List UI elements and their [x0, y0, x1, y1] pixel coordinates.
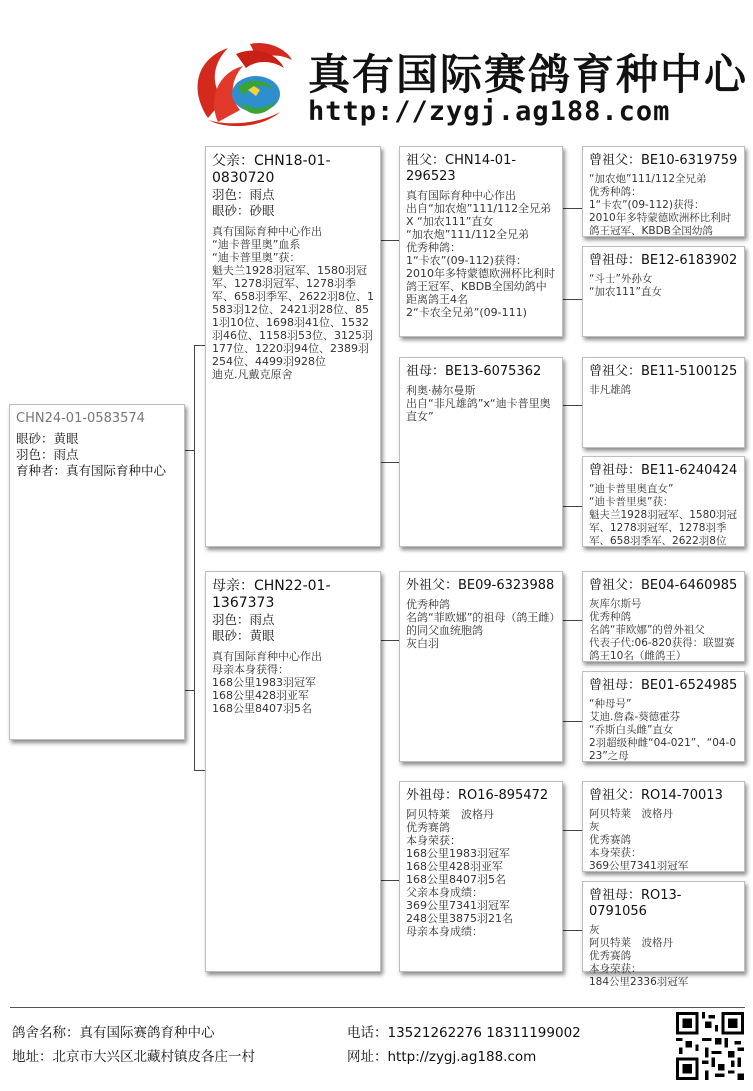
footer-loft-name: 鸽舍名称：真有国际赛鸽育种中心 — [12, 1025, 215, 1041]
grandparent-title: 外祖母：RO16-895472 — [406, 788, 549, 803]
sire-card — [205, 146, 381, 547]
great-grandparent-card — [582, 246, 745, 337]
great-grandparent-title: 曾祖母：BE12-6183902 — [589, 253, 738, 268]
connector — [194, 770, 205, 771]
paternal-granddam-card — [399, 357, 563, 547]
connector — [194, 345, 195, 451]
great-grandparent-title: 曾祖母：BE01-6524985 — [589, 678, 738, 693]
connector — [562, 620, 582, 621]
footer-address: 地址：北京市大兴区北藏村镇皮各庄一村 — [12, 1049, 255, 1065]
great-grandparent-description: “加农炮”111/112全兄弟 优秀种鸽： 1“卡农”(09-112)获得： 2010年多特蒙德欧洲杯比利时鸽王冠军、KBDB全国幼鸽 — [589, 173, 732, 237]
subject-color-value: 雨点 — [53, 447, 79, 462]
dam-description: 真有国际育种中心作出 母亲本身获得： 168公里1983羽冠军 168公里428羽亚军 168公里8407羽5名 — [212, 650, 322, 715]
grandparent-title: 外祖父：BE09-6323988 — [406, 578, 555, 593]
subject-breeder — [16, 463, 178, 479]
grandparent-description: 利奥·赫尔曼斯 出自“非凡雄鸽”x“迪卡普里奥直女” — [406, 384, 551, 423]
grandparent-description: 优秀种鸽 名鸽“菲欧娜”的祖母（鸽王雌）的同父血统胞鸽 灰白羽 — [406, 598, 555, 650]
connector — [562, 506, 582, 507]
subject-color — [16, 447, 178, 463]
dam-color: 羽色：雨点 — [212, 612, 275, 627]
grandparent-title: 祖父：CHN14-01-296523 — [406, 153, 517, 184]
sire-eye: 眼砂：砂眼 — [212, 203, 275, 218]
great-grandparent-description: “种母号” 艾迪.詹森-葵德霍芬 “乔斯白头雌”直女 2羽超级种雌“04-021”、“04-023”之母 — [589, 698, 737, 762]
subject-eye-value: 黄眼 — [53, 431, 79, 446]
qr-code-icon — [676, 1012, 744, 1080]
maternal-granddam-card — [399, 781, 563, 972]
footer-divider — [10, 1007, 745, 1008]
great-grandparent-title: 曾祖父：BE04-6460985 — [589, 578, 738, 593]
sire-color: 羽色：雨点 — [212, 187, 275, 202]
connector — [380, 640, 400, 641]
dam-card — [205, 571, 381, 972]
subject-breeder-value: 真有国际育种中心 — [66, 463, 167, 478]
subject-card — [9, 404, 185, 740]
great-grandparent-description: 阿贝特莱 波格丹 灰 优秀赛鸽 本身荣获： 369公里7341羽冠军 — [589, 808, 689, 872]
sire-description: 真有国际育种中心作出 “迪卡普里奥”血系 “迪卡普里奥”获： 魁夫兰1928羽冠军、1580羽冠军、1278羽冠军、1278羽季军、658羽季军、2622羽8位、1583羽12位、2421羽28位、851羽10位、1698羽41位、1532羽46位、1158羽53位、3125羽177位、1220羽94位、2389羽254位、4499羽928位 迪克.凡戴克原舍 — [212, 225, 374, 381]
great-grandparent-card — [582, 671, 745, 762]
great-grandparent-card — [582, 571, 745, 662]
dam-eye: 眼砂：黄眼 — [212, 628, 275, 643]
grandparent-description: 阿贝特莱 波格丹 优秀赛鸽 本身荣获： 168公里1983羽冠军 168公里428羽亚军 168公里8407羽5名 父亲本身成绩： 369公里7341羽冠军 248公里3875羽21名 母亲本身成绩： — [406, 808, 513, 938]
connector — [562, 930, 582, 931]
subject-eye-label: 眼砂： — [16, 431, 54, 446]
brand-title: 真有国际赛鸽育种中心 — [308, 50, 749, 99]
great-grandparent-card — [582, 456, 745, 547]
connector — [194, 450, 195, 691]
great-grandparent-description: “斗士”外孙女 “加农111”直女 — [589, 273, 662, 298]
great-grandparent-description: 非凡雄鸽 — [589, 384, 631, 396]
connector — [194, 345, 205, 346]
dam-title: 母亲：CHN22-01-1367373 — [212, 578, 331, 611]
subject-breeder-label: 育种者： — [16, 463, 67, 478]
maternal-grandsire-card — [399, 571, 563, 762]
great-grandparent-title: 曾祖父：BE10-6319759 — [589, 153, 738, 168]
connector — [562, 830, 582, 831]
subject-eye — [16, 431, 178, 447]
great-grandparent-description: “迪卡普里奥直女” “迪卡普里奥”获： 魁夫兰1928羽冠军、1580羽冠军、1278羽冠军、1278羽季军、658羽季军、2622羽8位 — [589, 483, 737, 547]
great-grandparent-card — [582, 781, 745, 872]
brand-url: http://zygj.ag188.com — [308, 96, 671, 127]
great-grandparent-card — [582, 357, 745, 448]
great-grandparent-title: 曾祖父：BE11-5100125 — [589, 364, 738, 379]
connector — [380, 462, 400, 463]
grandparent-description: 真有国际育种中心作出 出自“加农炮”111/112全兄弟 X “加农111”直女 “加农炮”111/112全兄弟 优秀种鸽： 1“卡农”(09-112)获得： 2010年多特蒙德欧洲杯比利时鸽王冠军、KBDB全国幼鸽中距离鸽王4名 2“卡农全兄弟”(09-111) — [406, 189, 555, 319]
connector — [562, 299, 582, 300]
footer-website: 网址：http://zygj.ag188.com — [347, 1049, 537, 1065]
great-grandparent-card — [582, 146, 745, 237]
footer-phone: 电话：13521262276 18311199002 — [347, 1025, 581, 1041]
sire-title: 父亲：CHN18-01-0830720 — [212, 153, 331, 186]
great-grandparent-title: 曾祖母：BE11-6240424 — [589, 463, 738, 478]
paternal-grandsire-card — [399, 146, 563, 337]
connector — [380, 240, 400, 241]
great-grandparent-title: 曾祖母：RO13-0791056 — [589, 888, 682, 919]
great-grandparent-title: 曾祖父：RO14-70013 — [589, 788, 723, 803]
great-grandparent-description: 灰库尔斯号 优秀种鸽 名鸽“菲欧娜”的曾外祖父 代表子代:06-820获得：联盟赛鸽王10名（雌鸽王） — [589, 598, 735, 662]
great-grandparent-description: 灰 阿贝特莱 波格丹 优秀赛鸽 本身荣获： 184公里2336羽冠军 — [589, 924, 689, 988]
subject-color-label: 羽色： — [16, 447, 54, 462]
connector — [562, 405, 582, 406]
phoenix-logo-icon — [188, 38, 298, 128]
connector — [562, 208, 582, 209]
subject-ring: CHN24-01-0583574 — [16, 411, 145, 426]
great-grandparent-card — [582, 881, 745, 988]
connector — [194, 690, 195, 771]
connector — [380, 880, 400, 881]
connector — [562, 721, 582, 722]
grandparent-title: 祖母：BE13-6075362 — [406, 364, 542, 379]
